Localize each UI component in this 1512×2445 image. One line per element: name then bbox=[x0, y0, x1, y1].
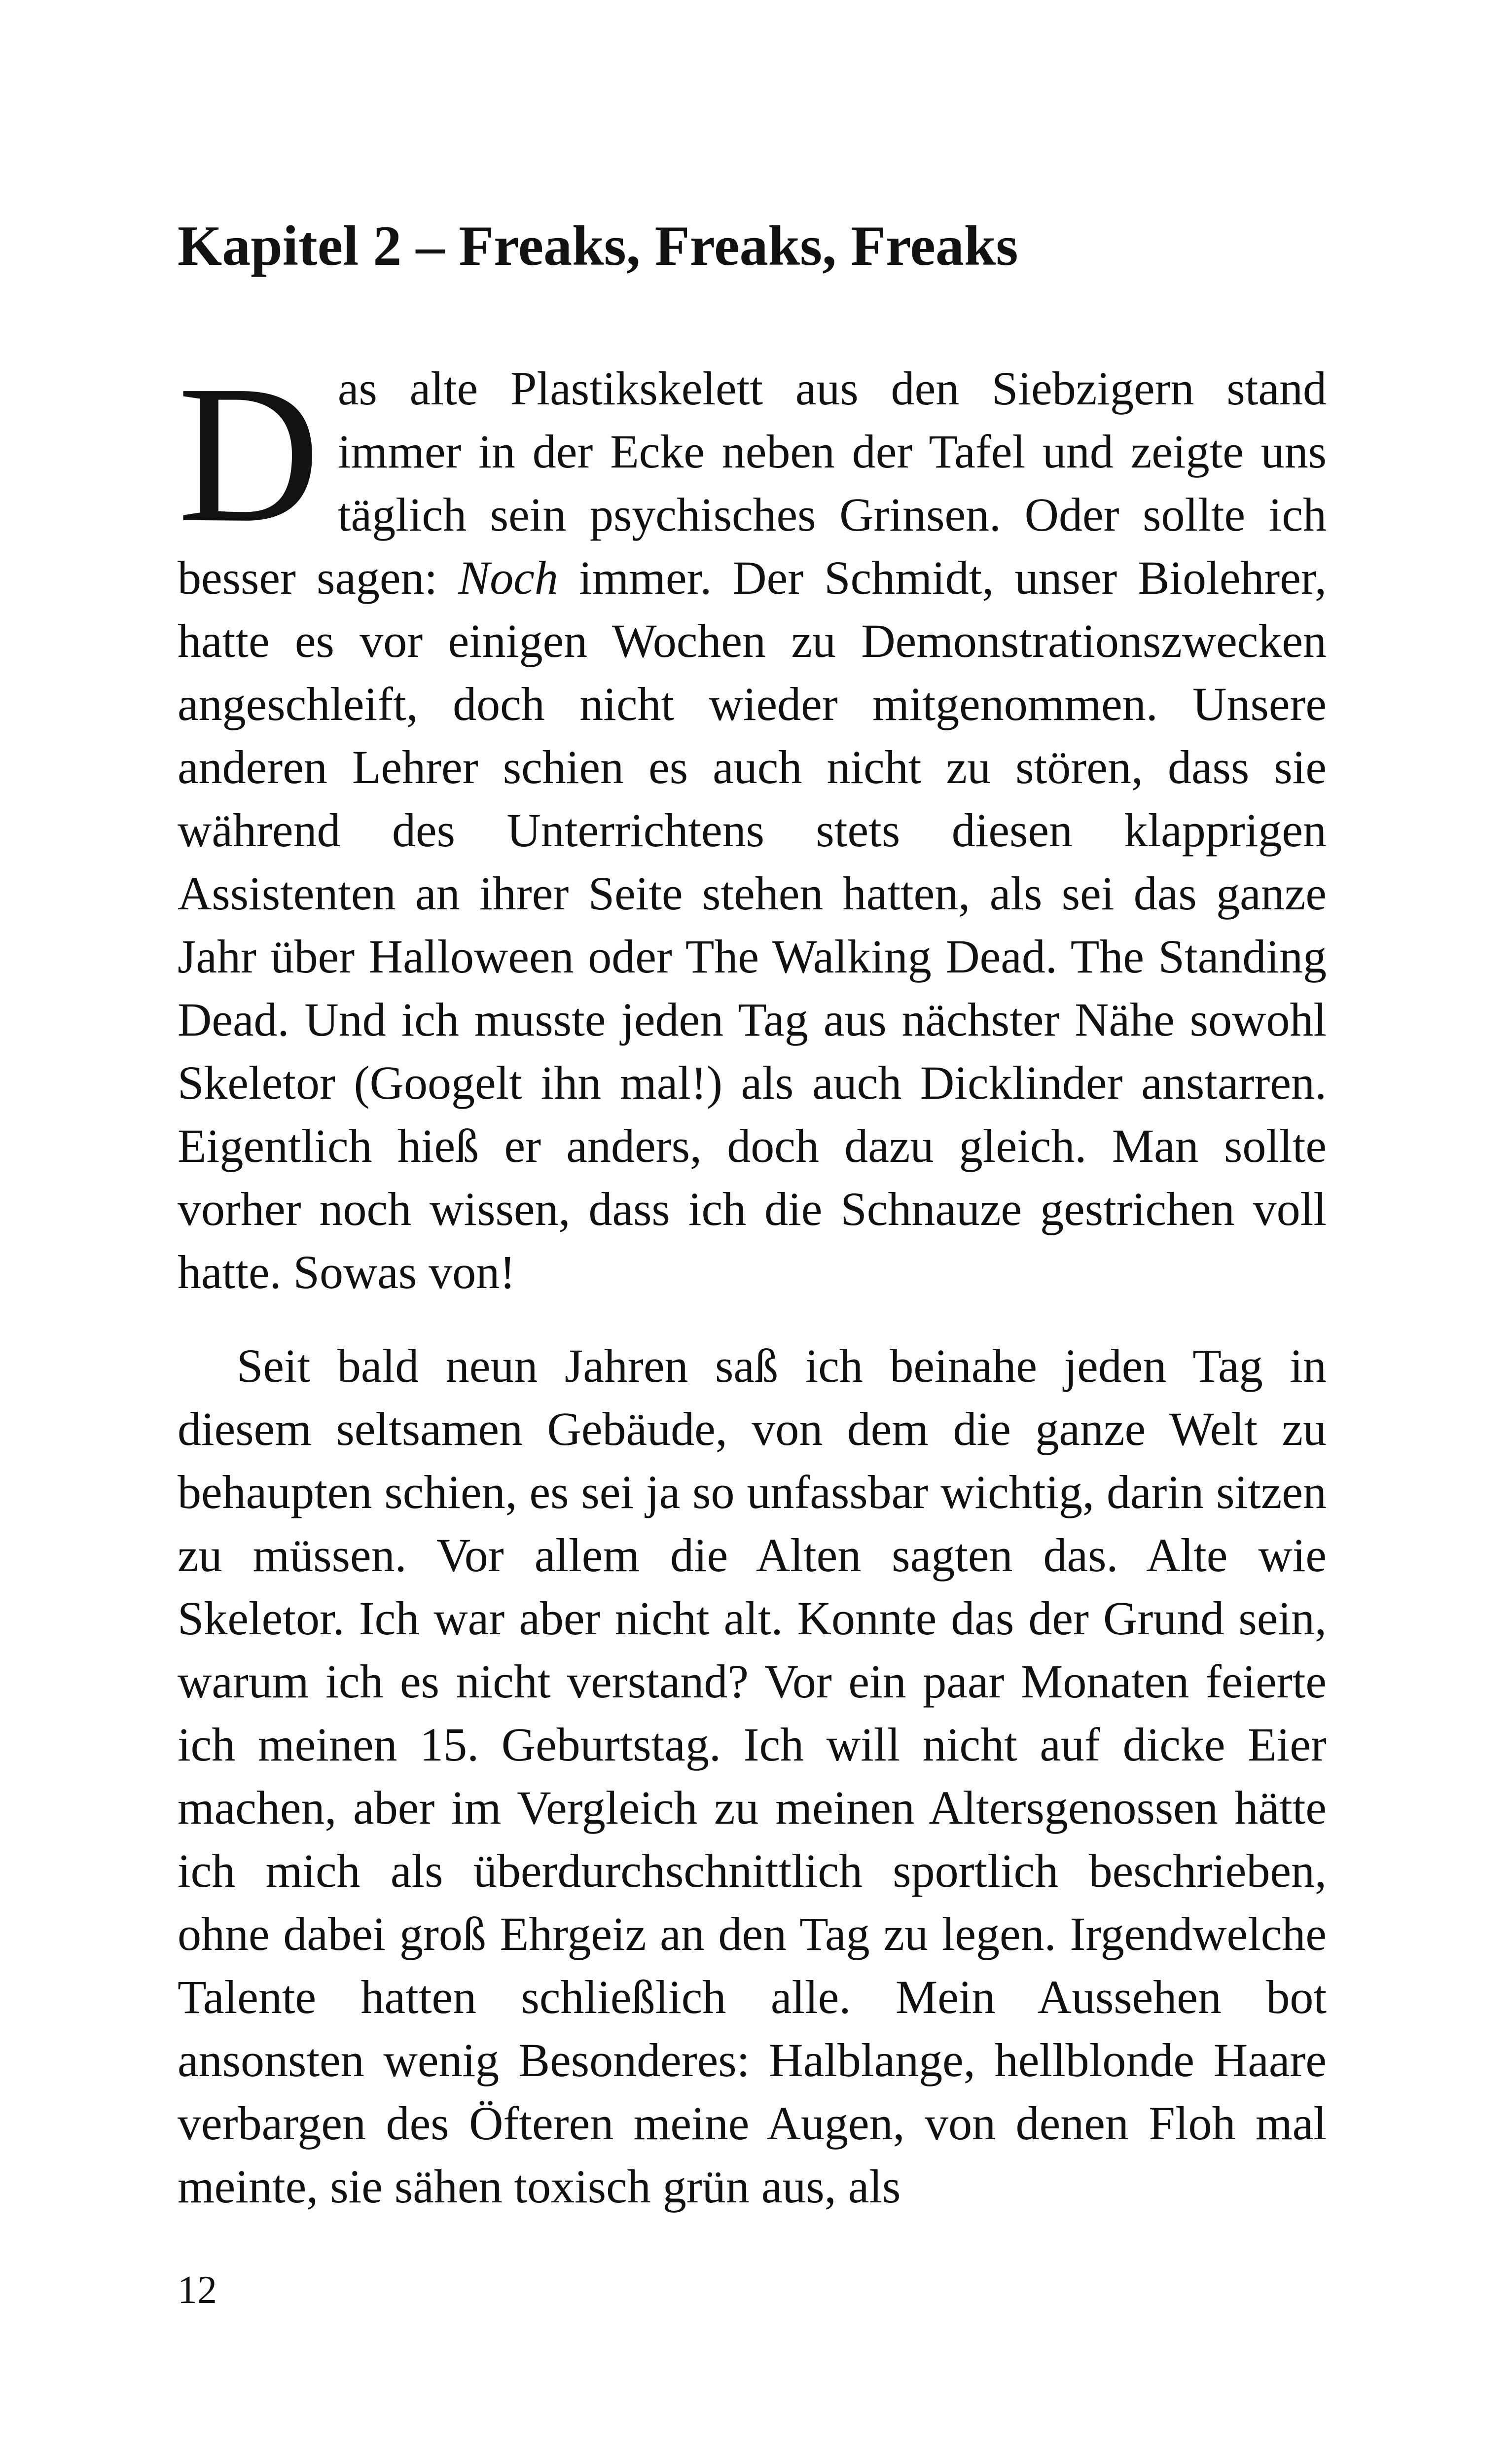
emphasis-noch: Noch bbox=[458, 551, 558, 604]
paragraph-2: Seit bald neun Jahren saß ich beinahe jeden Tag in diesem seltsamen Gebäude, von dem die ganze Welt zu behaupten schien, es sei ja so unfassbar wichtig, darin sitzen zu müssen. Vor allem die Alten sagten das. Alte wie Skeletor. Ich war aber nicht alt. Konnte das der Grund sein, warum ich es nicht verstand? Vor ein paar Monaten feierte ich meinen 15. Geburtstag. Ich will nicht auf dicke Eier machen, aber im Vergleich zu meinen Altersgenossen hätte ich mich als überdurchschnittlich sportlich beschrieben, ohne dabei groß Ehrgeiz an den Tag zu legen. Irgendwelche Talente hatten schließlich alle. Mein Aussehen bot ansonsten wenig Besonderes: Halblange, hellblonde Haare verbargen des Öfteren meine Augen, von denen Floh mal meinte, sie sähen toxisch grün aus, als bbox=[178, 1339, 1327, 2213]
paragraph-1-text-b: immer. Der Schmidt, unser Biolehrer, hatte es vor einigen Wochen zu Demonstrationszwecken angeschleift, doch nicht wieder mitgenommen. Unsere anderen Lehrer schien es auch nicht zu stören, dass sie während des Unterrichtens stets diesen klapprigen Assistenten an ihrer Seite stehen hatten, als sei das ganze Jahr über Halloween oder The Walking Dead. The Standing Dead. Und ich musste jeden Tag aus nächster Nähe sowohl Skeletor (Googelt ihn mal!) als auch Dicklinder anstarren. Eigentlich hieß er anders, doch dazu gleich. Man sollte vorher noch wissen, dass ich die Schnauze gestrichen voll hatte. Sowas von! bbox=[178, 551, 1327, 1298]
chapter-heading: Kapitel 2 – Freaks, Freaks, Freaks bbox=[178, 215, 1018, 278]
page-number: 12 bbox=[178, 2268, 217, 2312]
drop-cap-initial: D bbox=[178, 345, 320, 563]
paragraph-1 bbox=[178, 345, 1327, 1304]
paragraph-1-text-a: as alte Plastikskelett aus den Siebzigern stand immer in der Ecke neben der Tafel und zeigte uns täglich sein psychisches Grinsen. Oder sollte ich besser sagen: bbox=[178, 362, 1327, 604]
